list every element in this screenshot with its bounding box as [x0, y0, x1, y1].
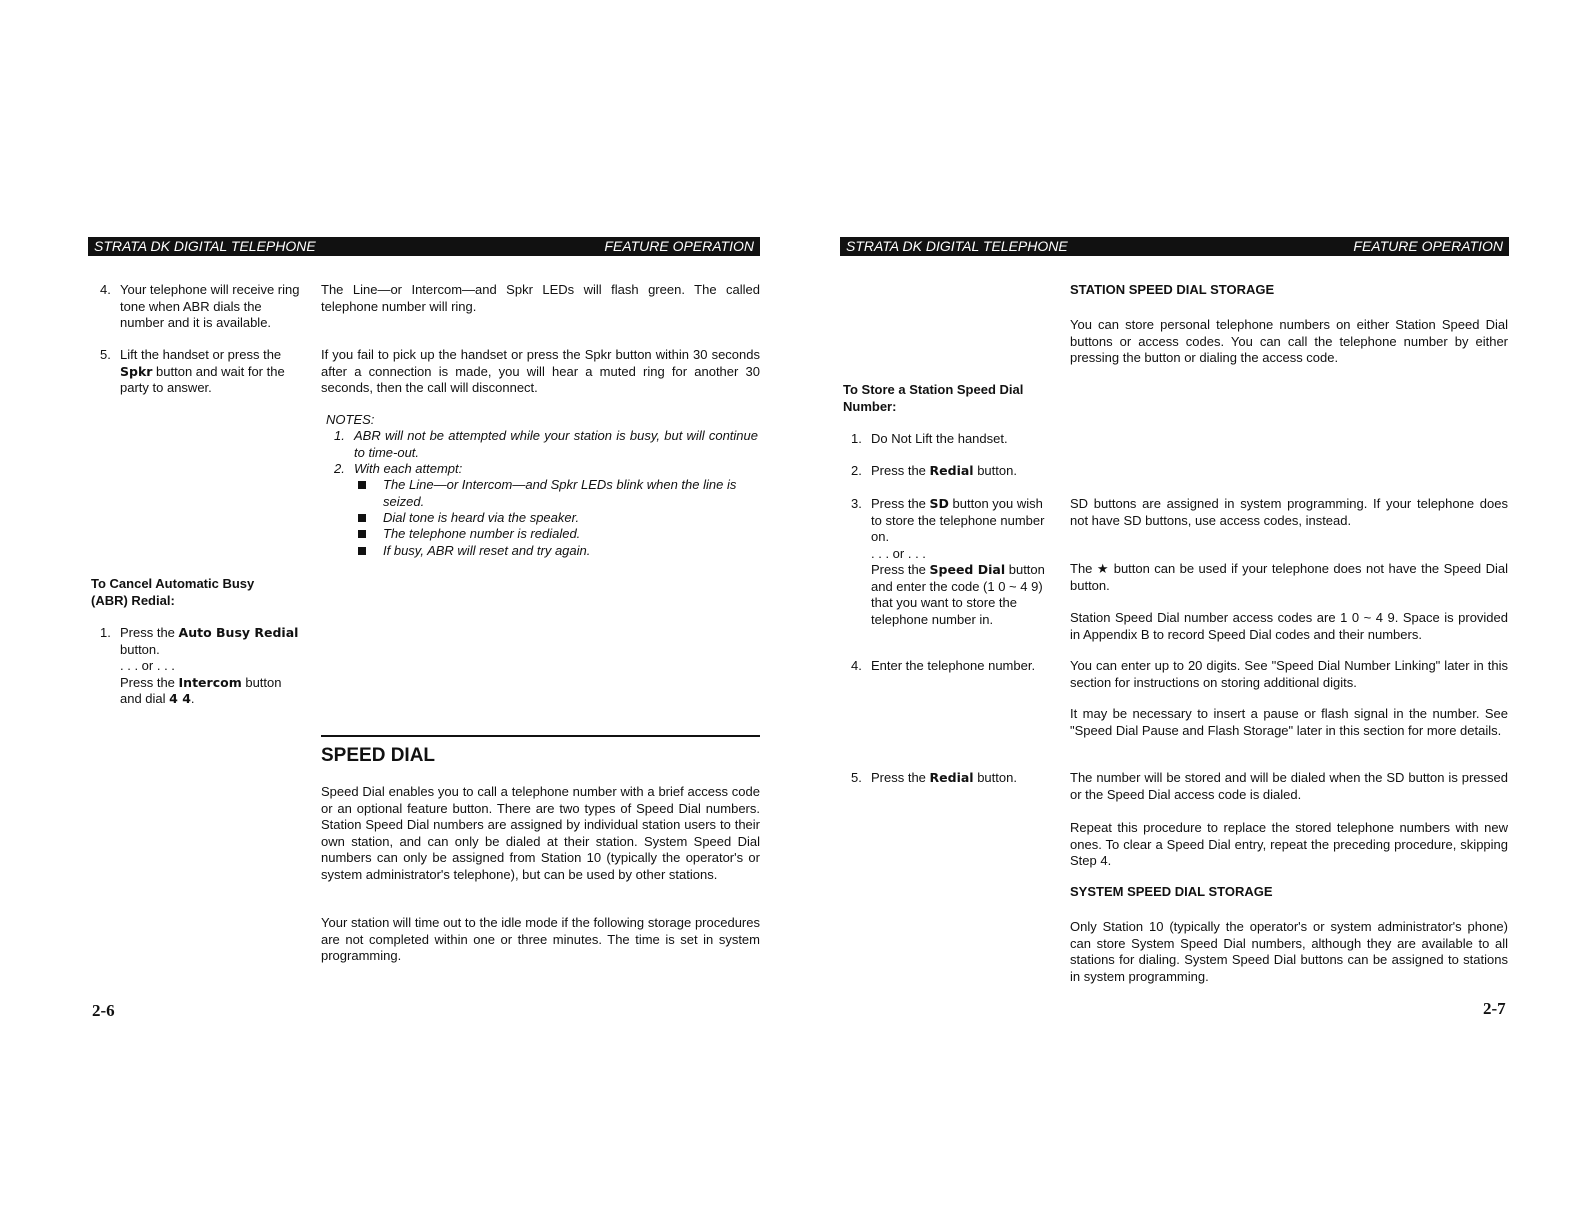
page-number-left: 2-6: [92, 1001, 115, 1020]
section-divider: [321, 735, 760, 737]
step-4-description-1: You can enter up to 20 digits. See "Speed Dial Number Linking" later in this section for instructions on storing additional digits.: [1070, 658, 1508, 690]
step-3-description-2: The ★ button can be used if your telephone does not have the Speed Dial button.: [1070, 561, 1508, 593]
note-bullet-1: The Line—or Intercom—and Spkr LEDs blink when the line is seized.: [383, 477, 737, 509]
intercom-key: Intercom: [178, 674, 242, 690]
speed-dial-title: SPEED DIAL: [321, 745, 436, 766]
auto-busy-redial-key: Auto Busy Redial: [178, 625, 299, 640]
page-number-right: 2-7: [1483, 999, 1506, 1018]
header-section: FEATURE OPERATION: [1353, 238, 1503, 254]
step-3-description-1: SD buttons are assigned in system programming. If your telephone does not have SD buttons, use access codes, instead.: [1070, 496, 1508, 528]
header-section: FEATURE OPERATION: [604, 238, 754, 254]
bullet-icon: [358, 547, 366, 555]
redial-key: Redial: [929, 770, 974, 785]
station-speed-dial-heading: STATION SPEED DIAL STORAGE: [1070, 282, 1275, 297]
step-5-description-2: Repeat this procedure to replace the stored telephone numbers with new ones. To clear a Speed Dial entry, repeat the preceding procedure, skipping Step 4.: [1070, 820, 1508, 868]
speed-dial-paragraph-2: Your station will time out to the idle mode if the following storage procedures are not completed within one or three minutes. The time is set in system programming.: [321, 915, 760, 963]
sd-key: SD: [929, 496, 949, 511]
step-4-description: The Line—or Intercom—and Spkr LEDs will flash green. The called telephone number will ring.: [321, 282, 760, 314]
step-4-description-2: It may be necessary to insert a pause or flash signal in the number. See "Speed Dial Pause and Flash Storage" later in this section for more details.: [1070, 706, 1508, 738]
cancel-abr-heading: To Cancel Automatic Busy (ABR) Redial:: [91, 576, 255, 608]
bullet-icon: [358, 514, 366, 522]
header-title: STRATA DK DIGITAL TELEPHONE: [846, 238, 1068, 254]
step-4-text: Your telephone will receive ring tone when ABR dials the number and it is available.: [120, 282, 300, 330]
system-speed-dial-text: Only Station 10 (typically the operator's or system administrator's phone) can store System Speed Dial numbers, although they are available to all stations for dialing. System Speed Dial buttons can be assigned to stations in system programming.: [1070, 919, 1508, 984]
note-bullet-4: If busy, ABR will reset and try again.: [383, 543, 591, 558]
store-heading: To Store a Station Speed Dial Number:: [843, 382, 1024, 414]
note-bullet-3: The telephone number is redialed.: [383, 526, 581, 541]
header-title: STRATA DK DIGITAL TELEPHONE: [94, 238, 316, 254]
dial-code: 4 4: [169, 691, 191, 706]
step-5-description-1: The number will be stored and will be dialed when the SD button is pressed or the Speed Dial access code is dialed.: [1070, 770, 1508, 802]
speed-dial-key: Speed Dial: [929, 562, 1006, 577]
bullet-icon: [358, 530, 366, 538]
right-page-header: [840, 237, 1509, 256]
notes-label: NOTES:: [326, 412, 375, 427]
step-5-description: If you fail to pick up the handset or press the Spkr button within 30 seconds after a connection is made, you will hear a muted ring for another 30 seconds, then the call will disconnect.: [321, 347, 760, 395]
system-speed-dial-heading: SYSTEM SPEED DIAL STORAGE: [1070, 884, 1273, 899]
bullet-icon: [358, 481, 366, 489]
speed-dial-paragraph-1: Speed Dial enables you to call a telephone number with a brief access code or an optional feature button. There are two types of Speed Dial numbers. Station Speed Dial numbers are assigned by individual station users to their own station, and can only be dialed at their station. System Speed Dial numbers can only be assigned from Station 10 (typically the operator's or system administrator's telephone), but can be used by other stations.: [321, 784, 760, 882]
redial-key: Redial: [929, 463, 974, 478]
step-3-description-3: Station Speed Dial number access codes are 1 0 ~ 4 9. Space is provided in Appendix B to record Speed Dial codes and their numbers.: [1070, 610, 1508, 642]
station-speed-dial-intro: You can store personal telephone numbers on either Station Speed Dial buttons or access codes. You can call the telephone number by either pressing the button or dialing the access code.: [1070, 317, 1508, 365]
spkr-key: Spkr: [120, 363, 153, 379]
left-page-header: [88, 237, 760, 256]
note-bullet-2: Dial tone is heard via the speaker.: [383, 510, 580, 525]
